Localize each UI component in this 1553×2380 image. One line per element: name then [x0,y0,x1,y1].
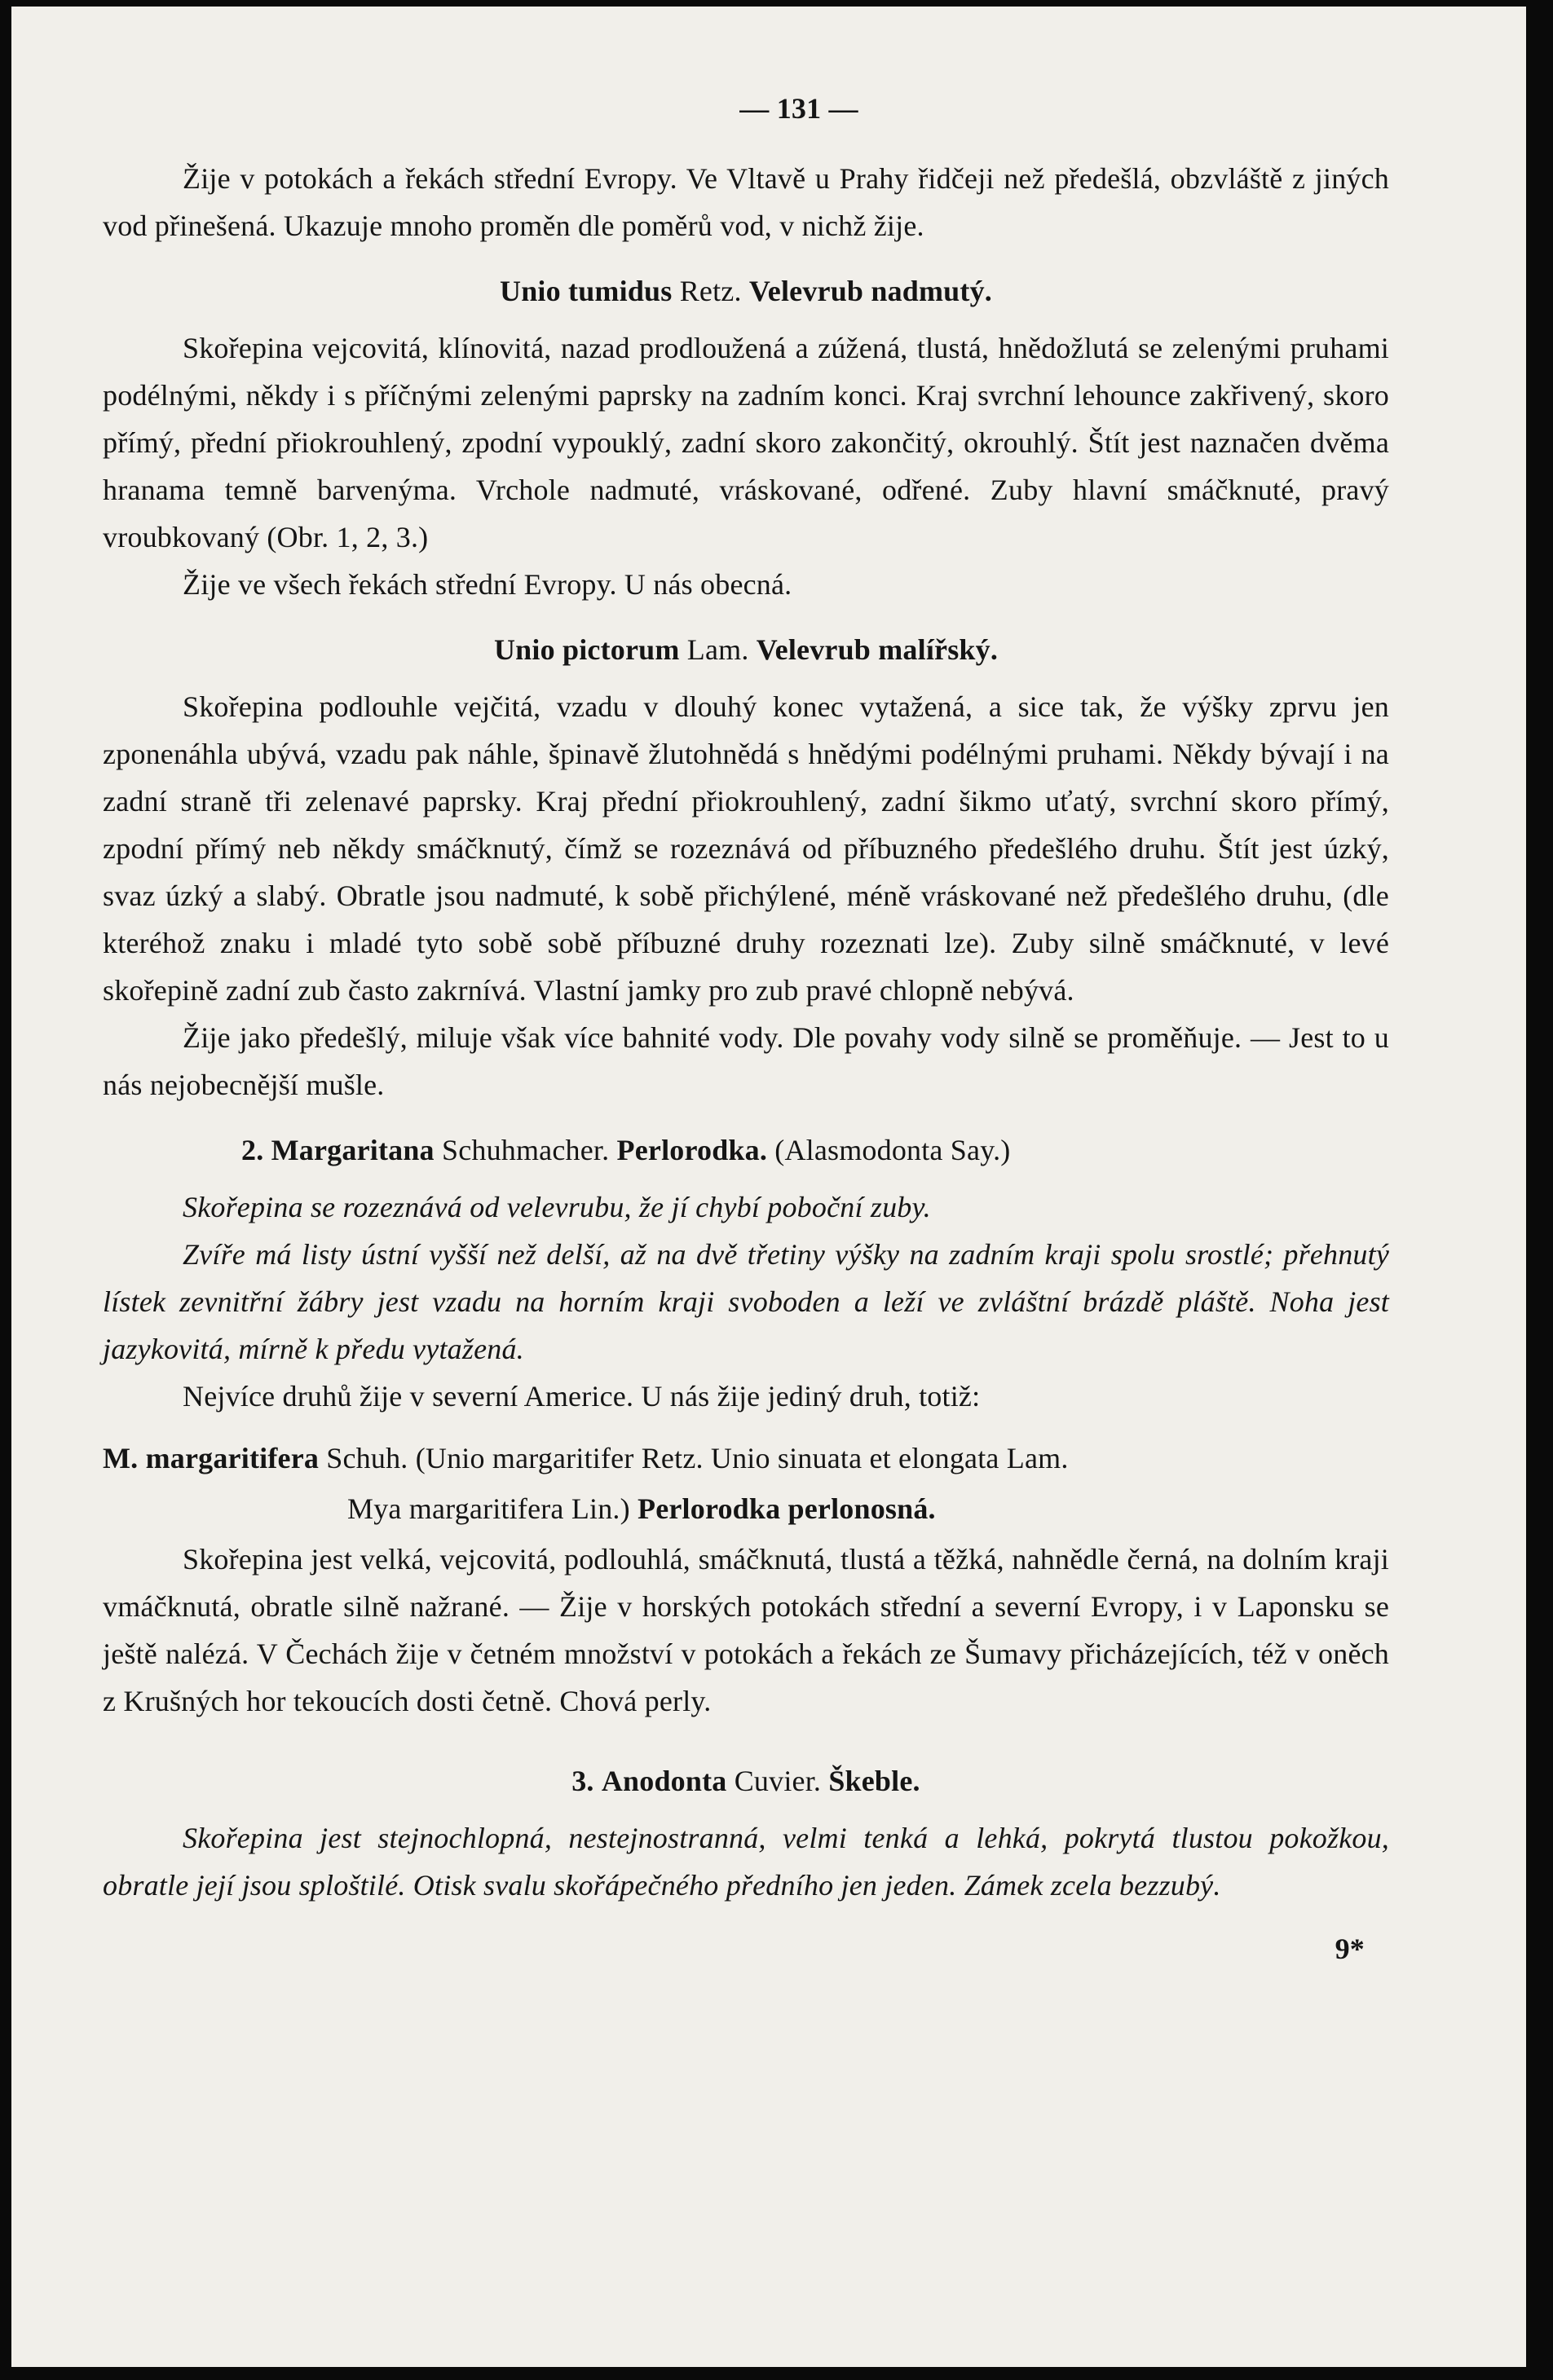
species-description: Skořepina vejcovitá, klínovitá, nazad prodloužená a zúžená, tlustá, hnědožlutá se zelenými pruhami podélnými, někdy i s příčnými zelenými paprsky na zadním konci. Kraj svrchní lehounce zakřivený, skoro přímý, přední přiokrouhlený, zpodní vypouklý, zadní skoro zakončitý, okrouhlý. Štít jest naznačen dvěma hranama temně barvenýma. Vrchole nadmuté, vráskované, odřené. Zuby hlavní smáčknuté, pravý vroubkovaný (Obr. 1, 2, 3.) [103,332,1389,553]
genus-common-name: Perlorodka. [616,1134,768,1166]
species-author: Retz. [679,275,742,307]
genus-author: Schuhmacher. [441,1134,610,1166]
species-habitat: Žije ve všech řekách střední Evropy. U nás obecná. [183,568,792,601]
species-synonym-mya: Mya margaritifera Lin.) [347,1492,630,1525]
genus-common-name: Škeble. [828,1765,920,1797]
species-name-abbr: M. [103,1442,139,1474]
species-name: Unio tumidus [500,275,673,307]
genus-description: Skořepina jest stejnochlopná, nestejnostranná, velmi tenká a lehká, pokrytá tlustou pokožkou, obratle její jsou sploštilé. Otisk svalu skořápečného předního jen jeden. Zámek zcela bezzubý. [103,1822,1389,1902]
genus-number: 2. [241,1134,264,1166]
genus-author: Cuvier. [734,1765,822,1797]
species-heading-line2 [103,1485,1389,1532]
genus-number: 3. [571,1765,594,1797]
signature-mark: 9* [1335,1933,1365,1965]
genus-synonym: (Alasmodonta Say.) [774,1134,1011,1166]
scanned-page [11,7,1526,2367]
species-heading-margaritifera [103,1435,1389,1482]
genus-animal-note: Zvíře má listy ústní vyšší než delší, až na dvě třetiny výšky na zadním kraji spolu srostlé; přehnutý lístek zevnitřní žábry jest vzadu na horním kraji svoboden a leží ve zvláštní brázdě pláště. Noha jest jazykovitá, mírně k předu vytažená. [103,1238,1389,1365]
species-synonyms: (Unio margaritifer Retz. Unio sinuata et elongata Lam. [415,1442,1069,1474]
species-common-name: Velevrub malířský. [756,633,999,666]
species-description: Skořepina jest velká, vejcovitá, podlouhlá, smáčknutá, tlustá a těžká, nahnědle černá, na dolním kraji vmáčknutá, obratle silně nažrané. — Žije v horských potokách střední a severní Evropy, i v Laponsku se ještě nalézá. V Čechách žije v četném množství v potokách a řekách ze Šumavy přicházejících, též v oněch z Krušných hor tekoucích dosti četně. Chová perly. [103,1543,1389,1717]
genus-shell-note: Skořepina se rozeznává od velevrubu, že jí chybí poboční zuby. [183,1191,931,1223]
page-number: — 131 — [739,92,858,125]
page-text [103,85,1389,1972]
genus-heading-anodonta [103,1757,1389,1805]
species-common-name: Velevrub nadmutý. [748,275,992,307]
species-habitat: Žije jako předešlý, miluje však více bahnité vody. Dle povahy vody silně se proměňuje. — Jest to u nás nejobecnější mušle. [103,1021,1389,1101]
species-common-name: Perlorodka perlonosná. [638,1492,936,1525]
species-description: Skořepina podlouhle vejčitá, vzadu v dlouhý konec vytažená, a sice tak, že výšky zprvu jen zponenáhla ubývá, vzadu pak náhle, špinavě žlutohnědá s hnědými podélnými pruhami. Někdy bývají i na zadní straně tři zelenavé paprsky. Kraj přední přiokrouhlený, zadní šikmo uťatý, svrchní skoro přímý, zpodní přímý neb někdy smáčknutý, čímž se rozeznává od příbuzného předešlého druhu. Štít jest úzký, svaz úzký a slabý. Obratle jsou nadmuté, k sobě přichýlené, méně vráskované než předešlého druhu, (dle kteréhož znaku i mladé tyto sobě sobě příbuzné druhy rozeznati lze). Zuby silně smáčknuté, v levé skořepině zadní zub často zakrnívá. Vlastní jamky pro zub pravé chlopně nebývá. [103,690,1389,1007]
intro-paragraph: Žije v potokách a řekách střední Evropy. Ve Vltavě u Prahy řidčeji než předešlá, obzvláště z jiných vod přinešená. Ukazuje mnoho proměn dle poměrů vod, v nichž žije. [103,162,1389,242]
genus-name: Anodonta [601,1765,727,1797]
genus-heading-margaritana [103,1126,1389,1174]
species-author: Lam. [686,633,749,666]
species-heading-unio-pictorum [103,626,1389,673]
species-author: Schuh. [326,1442,408,1474]
genus-distribution-note: Nejvíce druhů žije v severní Americe. U nás žije jediný druh, totiž: [183,1380,981,1413]
species-name: Unio pictorum [493,633,680,666]
species-heading-unio-tumidus [103,267,1389,315]
genus-name: Margaritana [271,1134,435,1166]
species-name: margaritifera [145,1442,320,1474]
